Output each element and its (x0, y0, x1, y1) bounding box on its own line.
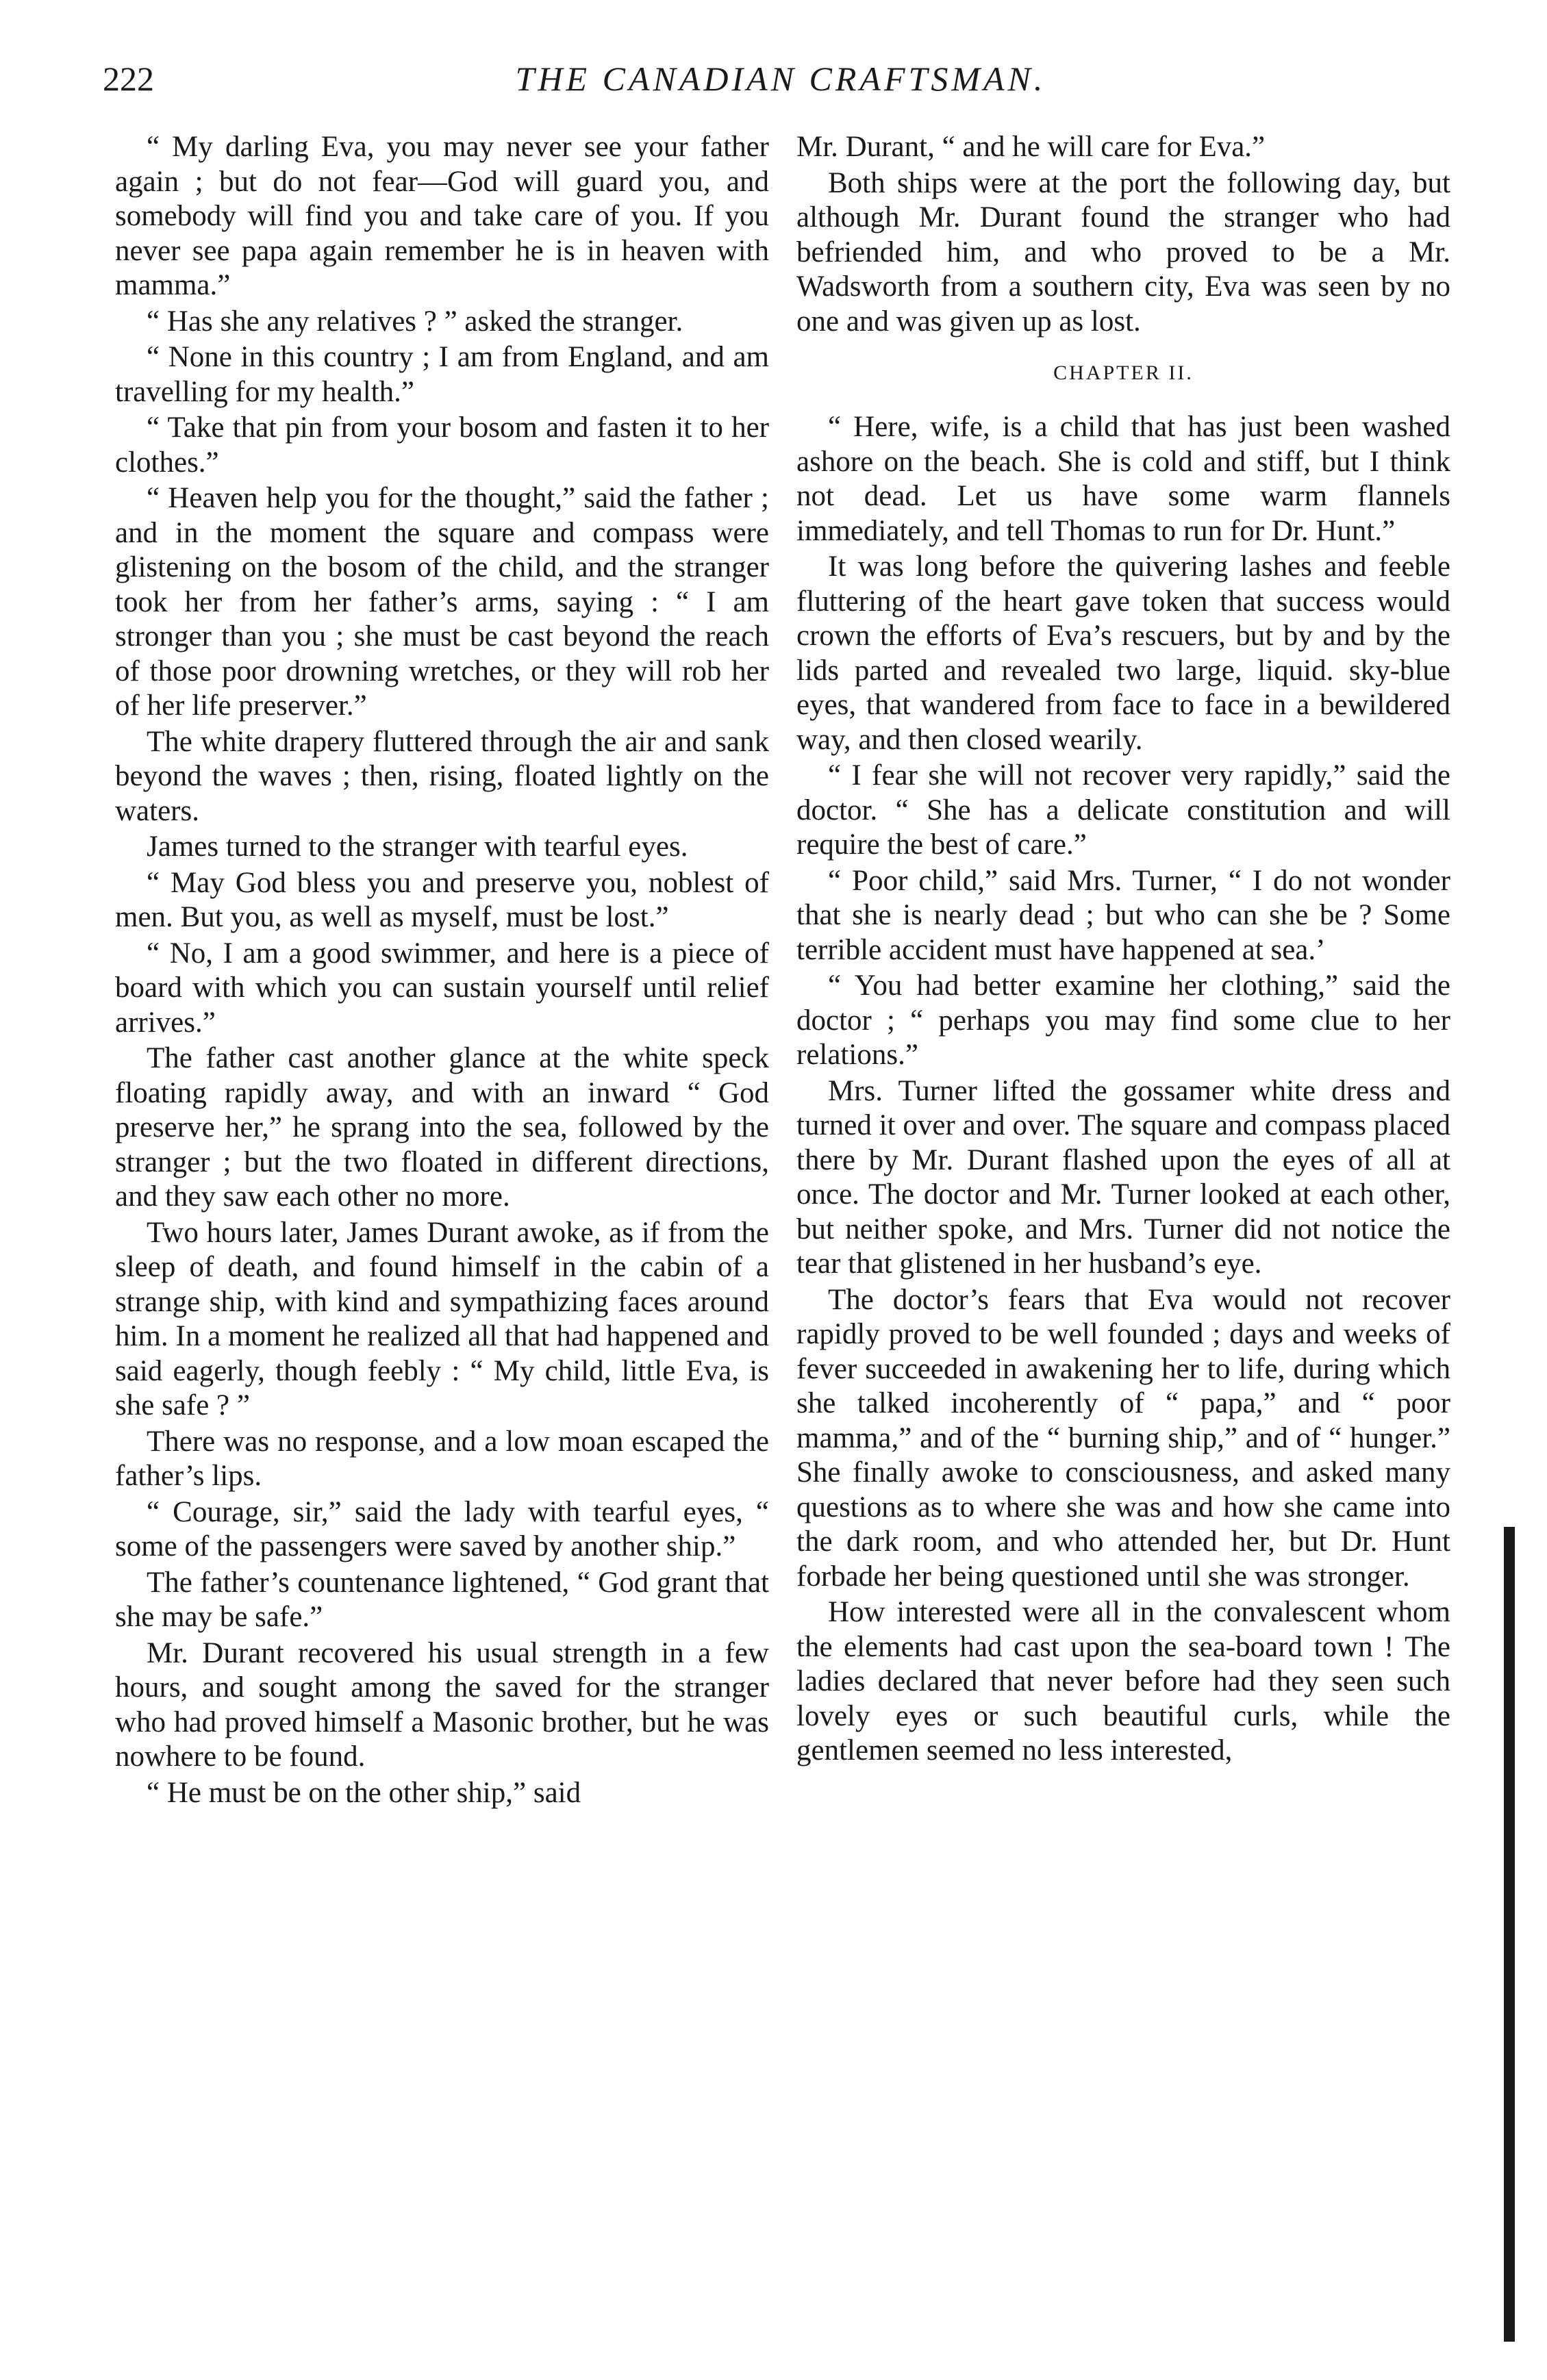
page-header (103, 48, 1459, 110)
paragraph: How interested were all in the convalescent whom the elements had cast upon the sea-board town ! The ladies declared that never before had they seen such lovely eyes or such beautiful curls, while the gentlemen seemed no less interested, (796, 1596, 1450, 1767)
paragraph: “ Has she any relatives ? ” asked the stranger. (147, 305, 683, 338)
paragraph: “ Take that pin from your bosom and fasten it to her clothes.” (115, 412, 769, 479)
paragraph: Mr. Durant, “ and he will care for Eva.” (796, 131, 1266, 163)
paragraph: James turned to the stranger with tearful eyes. (147, 831, 688, 863)
paragraph: The father’s countenance lightened, “ God grant that she may be safe.” (115, 1566, 769, 1633)
chapter-heading: CHAPTER II. (1053, 362, 1194, 384)
paragraph: “ Here, wife, is a child that has just been washed ashore on the beach. She is cold and stiff, but I think not dead. Let us have some warm flannels immediately, and tell Thomas to run for Dr. Hunt.” (796, 411, 1450, 547)
paragraph: “ None in this country ; I am from England, and am travelling for my health.” (115, 341, 769, 408)
paragraph: Both ships were at the port the following day, but although Mr. Durant found the stranger who had befriended him, and who proved to be a Mr. Wadsworth from a southern city, Eva was seen by no one and was given up as lost. (796, 166, 1450, 338)
paragraph: Two hours later, James Durant awoke, as if from the sleep of death, and found himself in the cabin of a strange ship, with kind and sympathizing faces around him. In a moment he realized all that had happened and said eagerly, though feebly : “ My child, little Eva, is she safe ? ” (115, 1216, 769, 1421)
left-column (115, 130, 769, 1812)
page-number: 222 (103, 60, 154, 98)
paragraph: “ May God bless you and preserve you, noblest of men. But you, as well as myself, must be lost.” (115, 866, 769, 933)
right-column (796, 130, 1450, 1770)
paragraph: “ My darling Eva, you may never see your father again ; but do not fear—God will guard you, and somebody will find you and take care of you. If you never see papa again remember he is in heaven with mamma.” (115, 131, 769, 301)
page-edge-mark (1504, 1527, 1515, 2342)
paragraph: “ Courage, sir,” said the lady with tearful eyes, “ some of the passengers were saved by another ship.” (115, 1495, 769, 1562)
right-column-intro (796, 130, 1450, 339)
paragraph: The white drapery fluttered through the air and sank beyond the waves ; then, rising, floated lightly on the waters. (115, 725, 769, 827)
paragraph: The father cast another glance at the white speck floating rapidly away, and with an inward “ God preserve her,” he sprang into the sea, followed by the stranger ; but the two floated in different directions, and they saw each other no more. (115, 1042, 769, 1213)
right-column-body (796, 410, 1450, 1769)
paragraph: Mrs. Turner lifted the gossamer white dress and turned it over and over. The square and compass placed there by Mr. Durant flashed upon the eyes of all at once. The doctor and Mr. Turner looked at each other, but neither spoke, and Mrs. Turner did not notice the tear that glistened in her husband’s eye. (796, 1074, 1450, 1280)
running-title: THE CANADIAN CRAFTSMAN. (515, 60, 1046, 98)
paragraph: “ You had better examine her clothing,” said the doctor ; “ perhaps you may find some clue to her relations.” (796, 970, 1450, 1071)
paragraph: “ No, I am a good swimmer, and here is a piece of board with which you can sustain yourself until relief arrives.” (115, 937, 769, 1039)
paragraph: Mr. Durant recovered his usual strength in a few hours, and sought among the saved for the stranger who had proved himself a Masonic brother, but he was nowhere to be found. (115, 1636, 769, 1773)
paragraph: “ I fear she will not recover very rapidly,” said the doctor. “ She has a delicate constitution and will require the best of care.” (796, 759, 1450, 861)
paragraph: It was long before the quivering lashes and feeble fluttering of the heart gave token that success would crown the efforts of Eva’s rescuers, but by and by the lids parted and revealed two large, liquid. sky-blue eyes, that wandered from face to face in a bewildered way, and then closed wearily. (796, 550, 1450, 756)
paragraph: There was no response, and a low moan escaped the father’s lips. (115, 1425, 769, 1492)
paragraph: “ He must be on the other ship,” said (147, 1776, 581, 1809)
paragraph: “ Poor child,” said Mrs. Turner, “ I do not wonder that she is nearly dead ; but who can she be ? Some terrible accident must have happened at sea.’ (796, 864, 1450, 966)
paragraph: “ Heaven help you for the thought,” said the father ; and in the moment the square and compass were glistening on the bosom of the child, and the stranger took her from her father’s arms, saying : “ I am stronger than you ; she must be cast beyond the reach of those poor drowning wretches, or they will rob her of her life preserver.” (115, 482, 769, 722)
paragraph: The doctor’s fears that Eva would not recover rapidly proved to be well founded ; days and weeks of fever succeeded in awakening her to life, during which she talked incoherently of “ papa,” and “ poor mamma,” and of the “ burning ship,” and of “ hunger.” She finally awoke to consciousness, and asked many questions as to where she was and how she came into the dark room, and who attended her, but Dr. Hunt forbade her being questioned until she was stronger. (796, 1283, 1450, 1593)
